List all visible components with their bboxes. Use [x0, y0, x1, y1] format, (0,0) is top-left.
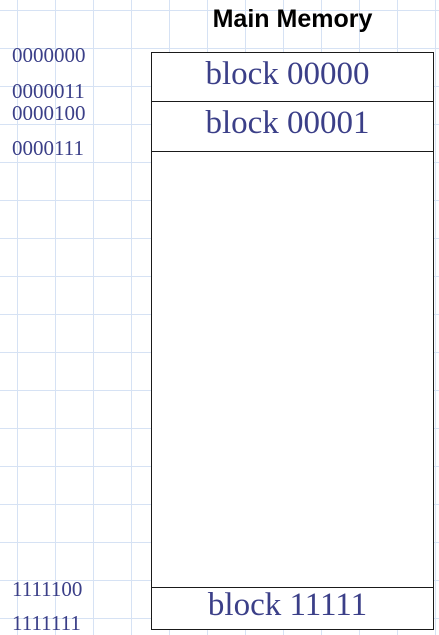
address-label-0000011: 0000011	[12, 79, 85, 103]
memory-block-00000	[152, 53, 433, 102]
address-label-0000111: 0000111	[12, 136, 84, 160]
address-label-1111111: 1111111	[12, 611, 81, 635]
address-label-1111100: 1111100	[12, 577, 83, 601]
main-memory-box	[151, 52, 434, 630]
memory-block-00001	[152, 102, 433, 152]
main-memory-title: Main Memory	[212, 5, 373, 33]
memory-block-label: block 11111	[207, 587, 368, 623]
memory-block-11111	[152, 587, 433, 630]
memory-block-label: block 00001	[205, 105, 370, 141]
address-label-0000000: 0000000	[12, 43, 86, 67]
memory-block-label: block 00000	[205, 56, 370, 92]
address-label-0000100: 0000100	[12, 101, 86, 125]
